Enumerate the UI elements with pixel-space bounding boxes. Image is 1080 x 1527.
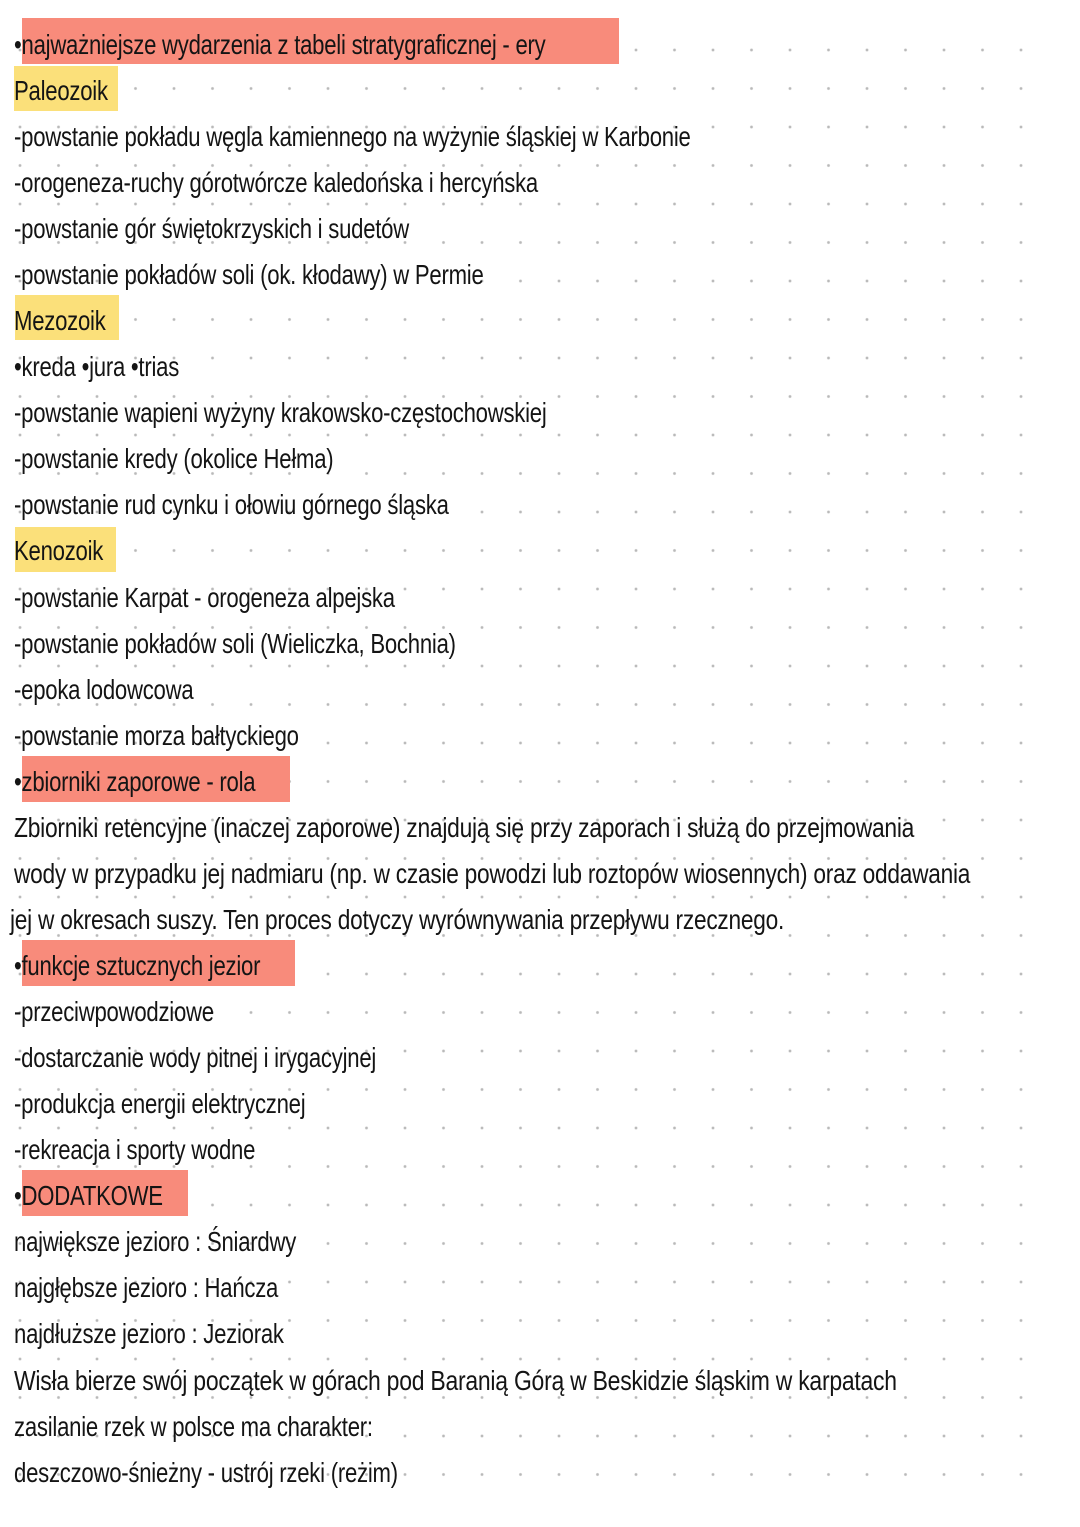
- list-item: -powstanie gór świętokrzyskich i sudetów: [14, 213, 409, 244]
- fact-line: największe jezioro : Śniardwy: [14, 1226, 297, 1257]
- list-item: -powstanie wapieni wyżyny krakowsko-częstochowskiej: [14, 397, 547, 428]
- list-item: -orogeneza-ruchy górotwórcze kaledońska i hercyńska: [14, 167, 538, 198]
- paragraph-line: Zbiorniki retencyjne (inaczej zaporowe) znajdują się przy zaporach i służą do przejmowania: [14, 812, 915, 843]
- era-title-paleozoic: Paleozoik: [14, 75, 108, 106]
- paragraph-line: jej w okresach suszy. Ten proces dotyczy wyrównywania przepływu rzecznego.: [10, 904, 785, 935]
- list-item: -powstanie pokładów soli (ok. kłodawy) w Permie: [14, 259, 484, 290]
- era-title-mesozoic: Mezozoik: [14, 305, 106, 336]
- list-item: -powstanie kredy (okolice Hełma): [14, 443, 334, 474]
- fact-line: najgłębsze jezioro : Hańcza: [14, 1272, 279, 1303]
- list-item: -powstanie morza bałtyckiego: [14, 720, 299, 751]
- list-item: -dostarczanie wody pitnej i irygacyjnej: [14, 1042, 377, 1073]
- page-margin-bottom: [0, 1495, 1080, 1527]
- list-item: -powstanie rud cynku i ołowiu górnego śląska: [14, 489, 449, 520]
- era-title-cenozoic: Kenozoik: [14, 535, 104, 566]
- list-item: -produkcja energii elektrycznej: [14, 1088, 306, 1119]
- page-margin-right: [1042, 0, 1080, 1527]
- stratigraphy-heading: •najważniejsze wydarzenia z tabeli stratygraficznej - ery: [14, 29, 546, 60]
- list-item: -epoka lodowcowa: [14, 674, 194, 705]
- period-list: •kreda •jura •trias: [14, 351, 180, 382]
- list-item: -powstanie pokładu węgla kamiennego na wyżynie śląskiej w Karbonie: [14, 121, 691, 152]
- reservoirs-heading: •zbiorniki zaporowe - rola: [14, 766, 256, 797]
- extra-heading: •DODATKOWE: [14, 1180, 163, 1211]
- list-item: -rekreacja i sporty wodne: [14, 1134, 256, 1165]
- list-item: -powstanie Karpat - orogeneza alpejska: [14, 582, 395, 613]
- fact-line: Wisła bierze swój początek w górach pod Baranią Górą w Beskidzie śląskim w karpatach: [14, 1365, 897, 1396]
- list-item: -powstanie pokładów soli (Wieliczka, Bochnia): [14, 628, 456, 659]
- artificial-lakes-heading: •funkcje sztucznych jezior: [14, 950, 261, 981]
- fact-line: zasilanie rzek w polsce ma charakter:: [14, 1411, 373, 1442]
- fact-line: najdłuższe jezioro : Jeziorak: [14, 1318, 284, 1349]
- paragraph-line: wody w przypadku jej nadmiaru (np. w czasie powodzi lub roztopów wiosennych) oraz oddawania: [14, 858, 971, 889]
- fact-line: deszczowo-śnieżny - ustrój rzeki (reżim): [14, 1457, 398, 1488]
- list-item: -przeciwpowodziowe: [14, 996, 214, 1027]
